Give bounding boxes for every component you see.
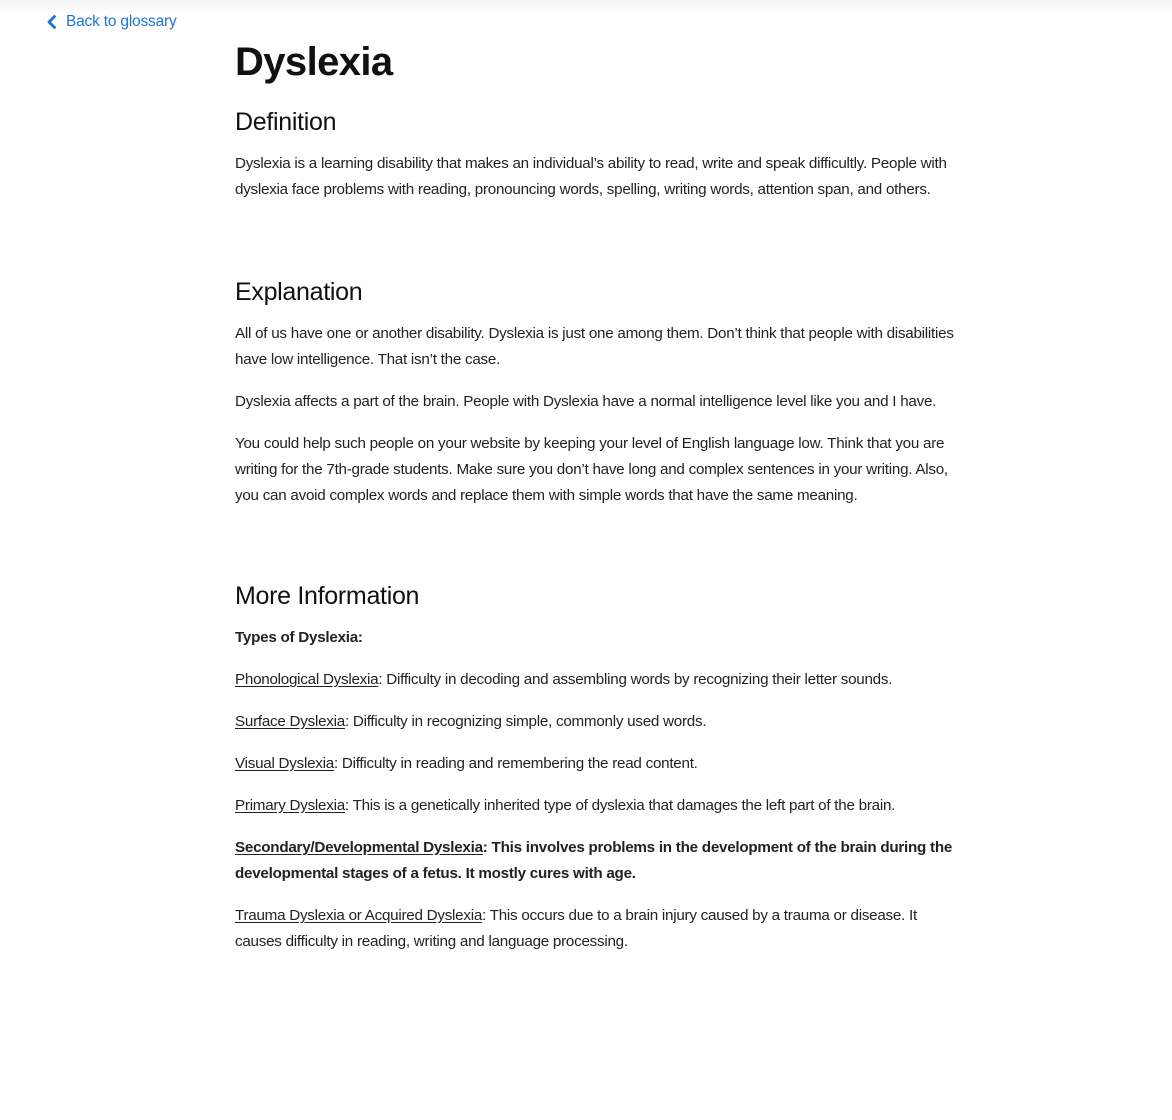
dyslexia-type-item: [235, 709, 965, 735]
type-description: : This involves problems in the development of the brain during the developmental stages of a fetus. It mostly cures with age.: [235, 839, 953, 882]
type-description: : Difficulty in decoding and assembling words by recognizing their letter sounds.: [378, 671, 893, 688]
article: [235, 36, 965, 955]
phonological-dyslexia-link[interactable]: Phonological Dyslexia: [235, 671, 379, 688]
primary-dyslexia-link[interactable]: Primary Dyslexia: [235, 797, 345, 814]
explanation-paragraph: You could help such people on your website by keeping your level of English language low. Think that you are writing for the 7th-grade students. Make sure you don’t have long and complex sentences in your writing. Also, you can avoid complex words and replace them with simple words that have the same meaning.: [235, 435, 948, 504]
dyslexia-type-item: [235, 667, 965, 693]
definition-section: [235, 106, 965, 203]
definition-heading: Definition: [235, 108, 337, 136]
type-description: : Difficulty in recognizing simple, commonly used words.: [344, 713, 707, 730]
dyslexia-type-item: [235, 835, 965, 887]
explanation-paragraph: Dyslexia affects a part of the brain. People with Dyslexia have a normal intelligence level like you and I have.: [235, 393, 937, 410]
dyslexia-type-item: [235, 751, 965, 777]
dyslexia-type-item: [235, 903, 965, 955]
explanation-paragraph: All of us have one or another disability. Dyslexia is just one among them. Don’t think that people with disabilities have low intelligence. That isn’t the case.: [235, 325, 954, 368]
visual-dyslexia-link[interactable]: Visual Dyslexia: [235, 755, 334, 772]
page-title: Dyslexia: [235, 40, 393, 84]
secondary-developmental-dyslexia-link[interactable]: Secondary/Developmental Dyslexia: [235, 839, 483, 856]
explanation-section: [235, 276, 965, 509]
type-description: : Difficulty in reading and remembering the read content.: [333, 755, 698, 772]
type-description: : This is a genetically inherited type of dyslexia that damages the left part of the brain.: [344, 797, 896, 814]
definition-text: Dyslexia is a learning disability that makes an individual’s ability to read, write and speak difficultly. People with dyslexia face problems with reading, pronouncing words, spelling, writing words, attention span, and others.: [235, 155, 947, 198]
explanation-heading: Explanation: [235, 278, 363, 306]
trauma-acquired-dyslexia-link[interactable]: Trauma Dyslexia or Acquired Dyslexia: [235, 907, 483, 924]
type-description: : This occurs due to a brain injury caused by a trauma or disease. It causes difficulty in reading, writing and language processing.: [235, 907, 917, 950]
types-label: Types of Dyslexia:: [235, 629, 363, 646]
more-information-heading: More Information: [235, 582, 420, 610]
dyslexia-type-item: [235, 793, 965, 819]
back-to-glossary-link[interactable]: [46, 13, 177, 31]
more-information-section: [235, 580, 965, 955]
surface-dyslexia-link[interactable]: Surface Dyslexia: [235, 713, 345, 730]
chevron-left-icon: [46, 15, 57, 29]
back-link-label: Back to glossary: [66, 13, 177, 30]
